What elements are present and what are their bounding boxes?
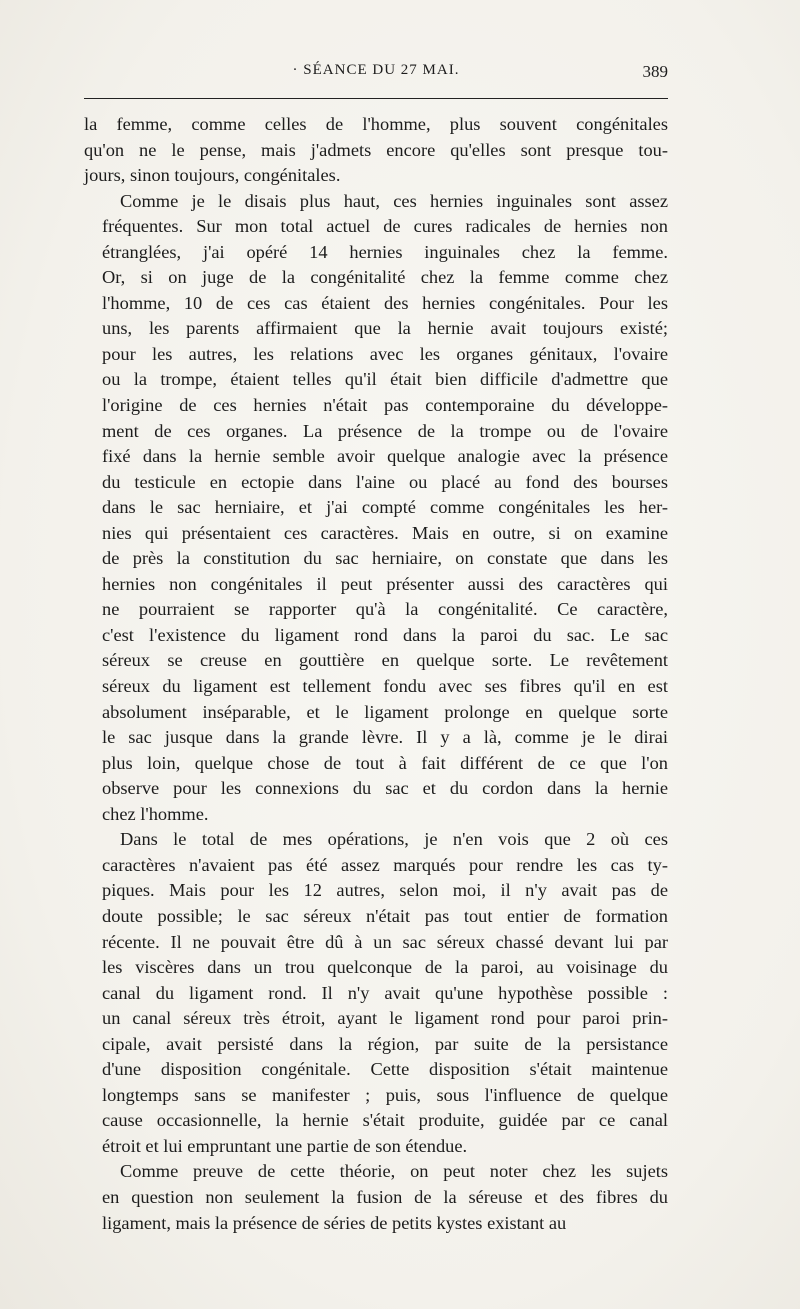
text-line: dans le sac herniaire, et j'ai compté comme congénitales les her- — [102, 497, 668, 518]
text-line: canal du ligament rond. Il n'y avait qu'une hypothèse possible : — [102, 982, 668, 1003]
text-line: l'homme, 10 de ces cas étaient des hernies congénitales. Pour les — [102, 292, 668, 313]
text-line: la femme, comme celles de l'homme, plus souvent congénitales — [84, 114, 668, 134]
text-line: uns, les parents affirmaient que la hernie avait toujours existé; — [102, 318, 668, 339]
text-line: cipale, avait persisté dans la région, par suite de la persistance — [102, 1033, 668, 1054]
text-line: l'origine de ces hernies n'était pas contemporaine du développe- — [102, 395, 668, 416]
text-line: les viscères dans un trou quelconque de la paroi, au voisinage du — [102, 957, 668, 978]
text-line: séreux se creuse en gouttière en quelque sorte. Le revêtement — [102, 650, 668, 671]
text-line: de près la constitution du sac herniaire, on constate que dans les — [102, 548, 668, 569]
text-line: longtemps sans se manifester ; puis, sous l'influence de quelque — [102, 1084, 668, 1105]
paragraph — [84, 189, 668, 828]
page-number: 389 — [642, 62, 668, 81]
body-text — [84, 112, 668, 1236]
text-line: jours, sinon toujours, congénitales. — [84, 165, 341, 186]
text-line: Comme preuve de cette théorie, on peut noter chez les sujets — [120, 1161, 668, 1182]
text-line: étranglées, j'ai opéré 14 hernies inguinales chez la femme. — [102, 241, 668, 262]
paragraph — [84, 827, 668, 1159]
page-header — [84, 62, 668, 88]
text-line: fréquentes. Sur mon total actuel de cures radicales de hernies non — [102, 216, 668, 237]
text-line: le sac jusque dans la grande lèvre. Il y a là, comme je le dirai — [102, 727, 668, 748]
text-line: ment de ces organes. La présence de la trompe ou de l'ovaire — [102, 420, 668, 441]
paragraph — [84, 1159, 668, 1236]
text-line: étroit et lui empruntant une partie de son étendue. — [102, 1135, 468, 1156]
text-line: fixé dans la hernie semble avoir quelque analogie avec la présence — [102, 446, 668, 467]
text-line: séreux du ligament est tellement fondu avec ses fibres qu'il en est — [102, 676, 668, 697]
text-line: ligament, mais la présence de séries de petits kystes existant au — [102, 1212, 567, 1233]
text-line: cause occasionnelle, la hernie s'était produite, guidée par ce canal — [102, 1110, 668, 1131]
text-line: Or, si on juge de la congénitalité chez la femme comme chez — [102, 267, 668, 288]
text-line: nies qui présentaient ces caractères. Mais en outre, si on examine — [102, 522, 668, 543]
text-line: caractères n'avaient pas été assez marqués pour rendre les cas ty- — [102, 854, 668, 875]
text-line: ou la trompe, étaient telles qu'il était bien difficile d'admettre que — [102, 369, 668, 390]
running-title: · SÉANCE DU 27 MAI. — [292, 62, 460, 78]
text-line: doute possible; le sac séreux n'était pas tout entier de formation — [102, 905, 668, 926]
text-line: piques. Mais pour les 12 autres, selon moi, il n'y avait pas de — [102, 880, 668, 901]
text-line: du testicule en ectopie dans l'aine ou placé au fond des bourses — [102, 471, 668, 492]
text-line: chez l'homme. — [102, 803, 209, 824]
text-line: ne pourraient se rapporter qu'à la congénitalité. Ce caractère, — [102, 599, 668, 620]
text-line: observe pour les connexions du sac et du cordon dans la hernie — [102, 778, 668, 799]
text-line: plus loin, quelque chose de tout à fait différent de ce que l'on — [102, 752, 668, 773]
text-line: Dans le total de mes opérations, je n'en vois que 2 où ces — [120, 829, 668, 850]
text-line: pour les autres, les relations avec les organes génitaux, l'ovaire — [102, 343, 668, 364]
text-line: c'est l'existence du ligament rond dans la paroi du sac. Le sac — [102, 624, 668, 645]
text-line: Comme je le disais plus haut, ces hernies inguinales sont assez — [120, 190, 668, 211]
text-line: d'une disposition congénitale. Cette disposition s'était maintenue — [102, 1059, 668, 1080]
text-line: en question non seulement la fusion de la séreuse et des fibres du — [102, 1186, 668, 1207]
text-line: récente. Il ne pouvait être dû à un sac séreux chassé devant lui par — [102, 931, 668, 952]
header-rule — [84, 98, 668, 99]
text-line: absolument inséparable, et le ligament prolonge en quelque sorte — [102, 701, 668, 722]
text-line: un canal séreux très étroit, ayant le ligament rond pour paroi prin- — [102, 1008, 668, 1029]
text-line: hernies non congénitales il peut présenter aussi des caractères qui — [102, 573, 668, 594]
text-line: qu'on ne le pense, mais j'admets encore qu'elles sont presque tou- — [84, 139, 668, 160]
paragraph — [84, 112, 668, 189]
